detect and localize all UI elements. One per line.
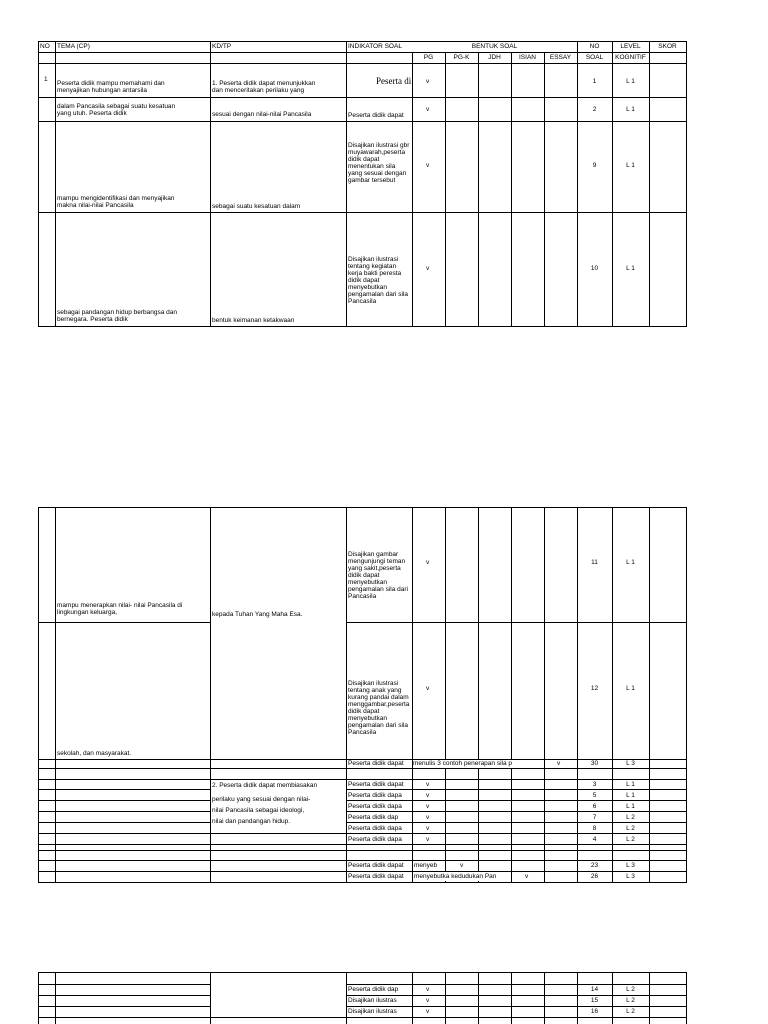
tema-text: mampu menerapkan nilai- nilai Pancasila di lingkungan keluarga, (57, 602, 183, 616)
essay-mark: v (557, 760, 561, 767)
no-soal: 3 (592, 781, 597, 788)
header-bentuk-soal: BENTUK SOAL (471, 43, 518, 50)
pg-mark: v (426, 559, 430, 566)
no-soal: 4 (592, 836, 597, 843)
no-soal: 10 (590, 265, 599, 272)
kd-text: nilai Pancasila sebagai ideologi, (212, 807, 305, 814)
pgk-mark: v (460, 862, 464, 869)
pg-text: menyeb (414, 862, 438, 869)
header-tema: TEMA (CP) (57, 43, 90, 50)
pg-mark: v (426, 106, 430, 113)
level-kognitif: L 1 (626, 685, 635, 692)
pg-mark: v (426, 781, 430, 788)
tema-text: Peserta didik mampu memahami dan menyajikan hubungan antarsila (57, 80, 165, 94)
level-kognitif: L 1 (626, 559, 635, 566)
indikator-text: Peserta didik dapat (348, 781, 404, 788)
indikator-text: Peserta didik dapa (348, 836, 402, 843)
no-soal: 12 (590, 685, 599, 692)
level-kognitif: L 1 (626, 162, 635, 169)
kd-text: sebagai suatu kesatuan dalam (212, 203, 301, 210)
level-kognitif: L 2 (626, 825, 635, 832)
kd-text: bentuk keimanan ketakwaan (212, 317, 295, 324)
no-soal: 8 (592, 825, 597, 832)
tema-text: mampu mengidentifikasi dan menyajikan makna nilai-nilai Pancasila (57, 195, 175, 209)
pg-mark: v (426, 265, 430, 272)
tema-text: dalam Pancasila sebagai suatu kesatuan yang utuh. Peserta didik (57, 103, 176, 117)
header-level: LEVEL (620, 43, 641, 50)
header-pgk: PG-K (453, 54, 470, 61)
pg-mark: v (426, 814, 430, 821)
indikator-text: Disajikan ilustras (348, 1008, 397, 1015)
no-soal: 30 (590, 760, 599, 767)
pg-mark: v (426, 986, 430, 993)
level-kognitif: L 3 (626, 873, 635, 880)
pg-mark: v (426, 1008, 430, 1015)
no-soal: 15 (590, 997, 599, 1004)
no-soal: 5 (592, 792, 597, 799)
pg-mark: v (426, 997, 430, 1004)
indikator-text: Peserta didik dapat (348, 760, 404, 767)
level-kognitif: L 1 (626, 78, 635, 85)
indikator-text: Peserta didik dapa (348, 825, 402, 832)
pg-mark: v (426, 685, 430, 692)
level-kognitif: L 1 (626, 792, 635, 799)
header-kdtp: KD/TP (212, 43, 232, 50)
row-number: 1 (44, 76, 48, 83)
level-kognitif: L 2 (626, 997, 635, 1004)
kd-text: 2. Peserta didik dapat membiasakan (212, 782, 318, 789)
no-soal: 6 (592, 803, 597, 810)
level-kognitif: L 2 (626, 986, 635, 993)
indikator-text: Disajikan ilustrasi tentang anak yang kurang pandai dalam menggambar,peserta didik dapat menyebutkan pengamalan dari sila Pancasila (348, 680, 410, 736)
pg-mark: v (426, 825, 430, 832)
kd-text: perilaku yang sesuai dengan nilai- (212, 796, 311, 803)
level-kognitif: L 2 (626, 814, 635, 821)
header-jdh: JDH (488, 54, 501, 61)
no-soal: 1 (592, 78, 597, 85)
indikator-text: Peserta didik dapa (348, 803, 402, 810)
isian-mark: v (525, 873, 529, 880)
level-kognitif: L 1 (626, 781, 635, 788)
indikator-text: Disajikan gambar mengunjungi teman yang sakit,peserta didik dapat menyebutkan pengamalan sila dari Pancasila (348, 551, 408, 600)
pg-mark: v (426, 162, 430, 169)
level-kognitif: L 1 (626, 106, 635, 113)
header-no: NO (40, 43, 50, 50)
indikator-text: Peserta didik dap (348, 986, 399, 993)
kd-text: kepada Tuhan Yang Maha Esa. (212, 611, 303, 618)
level-kognitif: L 2 (626, 1008, 635, 1015)
indikator-text: Peserta didik dapa (348, 792, 402, 799)
tema-text: sebagai pandangan hidup berbangsa dan bernegara. Peserta didik (57, 309, 177, 323)
indikator-overflow: menulis 3 contoh penerapan sila p (413, 760, 513, 767)
kd-text: nilai dan pandangan hidup. (212, 818, 291, 825)
kd-text: 1. Peserta didik dapat menunjukkan dan menceritakan perilaku yang (212, 80, 316, 94)
level-kognitif: L 3 (626, 862, 635, 869)
indikator-text: Peserta di (376, 76, 412, 86)
level-kognitif: L 2 (626, 836, 635, 843)
level-kognitif: L 1 (626, 803, 635, 810)
no-soal: 23 (590, 862, 599, 869)
header-no-soal: NO (589, 43, 600, 50)
no-soal: 16 (590, 1008, 599, 1015)
pg-mark: v (426, 836, 430, 843)
header-essay: ESSAY (549, 54, 572, 61)
indikator-text: Peserta didik dap (348, 814, 399, 821)
no-soal: 2 (592, 106, 597, 113)
pg-mark: v (426, 803, 430, 810)
header-kognitif: KOGNITIF (615, 54, 646, 61)
no-soal: 9 (592, 162, 597, 169)
level-kognitif: L 3 (626, 760, 635, 767)
indikator-text: Disajikan ilustras (348, 997, 397, 1004)
indikator-overflow: menyebutka kedudukan Pan (414, 873, 497, 880)
no-soal: 14 (590, 986, 599, 993)
indikator-text: Peserta didik dapat (348, 873, 404, 880)
header-indikator: INDIKATOR SOAL (348, 43, 402, 50)
tema-text: sekolah, dan masyarakat. (57, 750, 132, 757)
level-kognitif: L 1 (626, 265, 635, 272)
header-pg: PG (423, 54, 434, 61)
indikator-text: Peserta didik dapat (348, 862, 404, 869)
no-soal: 11 (591, 559, 598, 566)
indikator-text: Peserta didik dapat (348, 112, 404, 119)
kd-text: sesuai dengan nilai-nilai Pancasila (212, 111, 312, 118)
pg-mark: v (426, 78, 430, 85)
indikator-text: Disajikan ilustrasi tentang kegiatan kerja bakti peresta didik dapat menyebutkan pengamalan dari sila Pancasila (348, 256, 408, 305)
pg-mark: v (426, 792, 430, 799)
header-soal: SOAL (585, 54, 604, 61)
header-skor: SKOR (658, 43, 677, 50)
indikator-text: Disajikan ilustrasi gbr muyawarah,peserta didik dapat menentukan sila yang sesuai dengan gambar tersebut (348, 142, 410, 184)
no-soal: 7 (592, 814, 597, 821)
no-soal: 26 (590, 873, 599, 880)
header-isian: ISIAN (519, 54, 536, 61)
